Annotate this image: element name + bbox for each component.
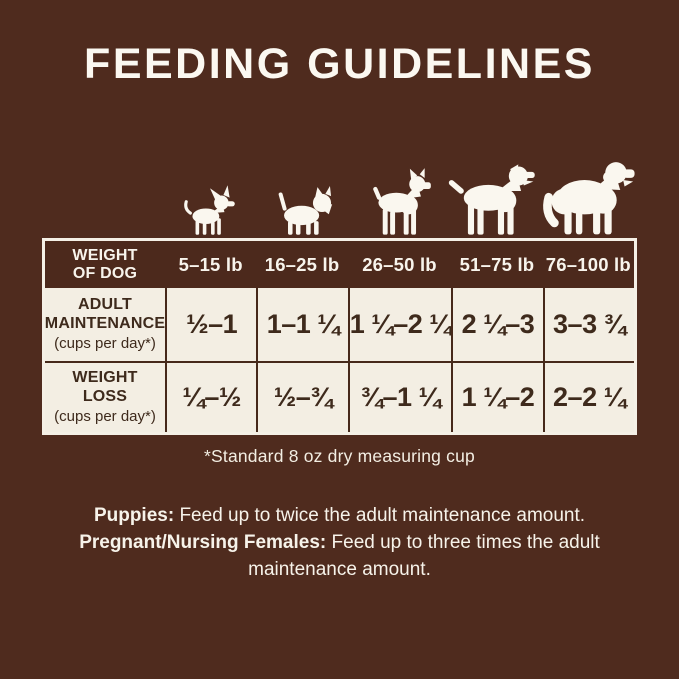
large-dog-icon [447, 161, 542, 236]
feeding-table [42, 238, 637, 435]
dog-size-row [42, 146, 637, 236]
table-cell: 3–3 ¾ [543, 288, 634, 361]
feeding-notes [57, 503, 622, 584]
column-header: 76–100 lb [543, 241, 634, 288]
page-title: FEEDING GUIDELINES [84, 40, 595, 88]
extra-small-dog-icon [162, 184, 257, 236]
table-cell: 1–1 ¼ [256, 288, 347, 361]
medium-dog-icon [352, 168, 447, 236]
table-cell: ¼–½ [165, 361, 256, 432]
row-label-adult-maintenance: ADULT MAINTENANCE (cups per day*) [45, 288, 165, 361]
column-header: 51–75 lb [451, 241, 542, 288]
column-header: 5–15 lb [165, 241, 256, 288]
table-cell: ½–1 [165, 288, 256, 361]
table-cell: 1 ¼–2 [451, 361, 542, 432]
pregnant-nursing-note: Pregnant/Nursing Females: Feed up to three times the adult maintenance amount. [79, 531, 600, 580]
table-cell: ½–¾ [256, 361, 347, 432]
table-cell: 1 ¼–2 ¼ [348, 288, 452, 361]
row-label-weight-loss: WEIGHT LOSS (cups per day*) [45, 361, 165, 432]
column-header: 26–50 lb [348, 241, 452, 288]
table-cell: ¾–1 ¼ [348, 361, 452, 432]
extra-large-dog-icon [542, 157, 637, 236]
table-cell: 2–2 ¼ [543, 361, 634, 432]
measuring-cup-footnote: *Standard 8 oz dry measuring cup [204, 446, 475, 466]
column-header: 16–25 lb [256, 241, 347, 288]
puppies-note: Puppies: Feed up to twice the adult maintenance amount. [93, 505, 586, 526]
table-cell: 2 ¼–3 [451, 288, 542, 361]
small-dog-icon [257, 179, 352, 236]
header-weight-of-dog: WEIGHT OF DOG [45, 241, 165, 288]
